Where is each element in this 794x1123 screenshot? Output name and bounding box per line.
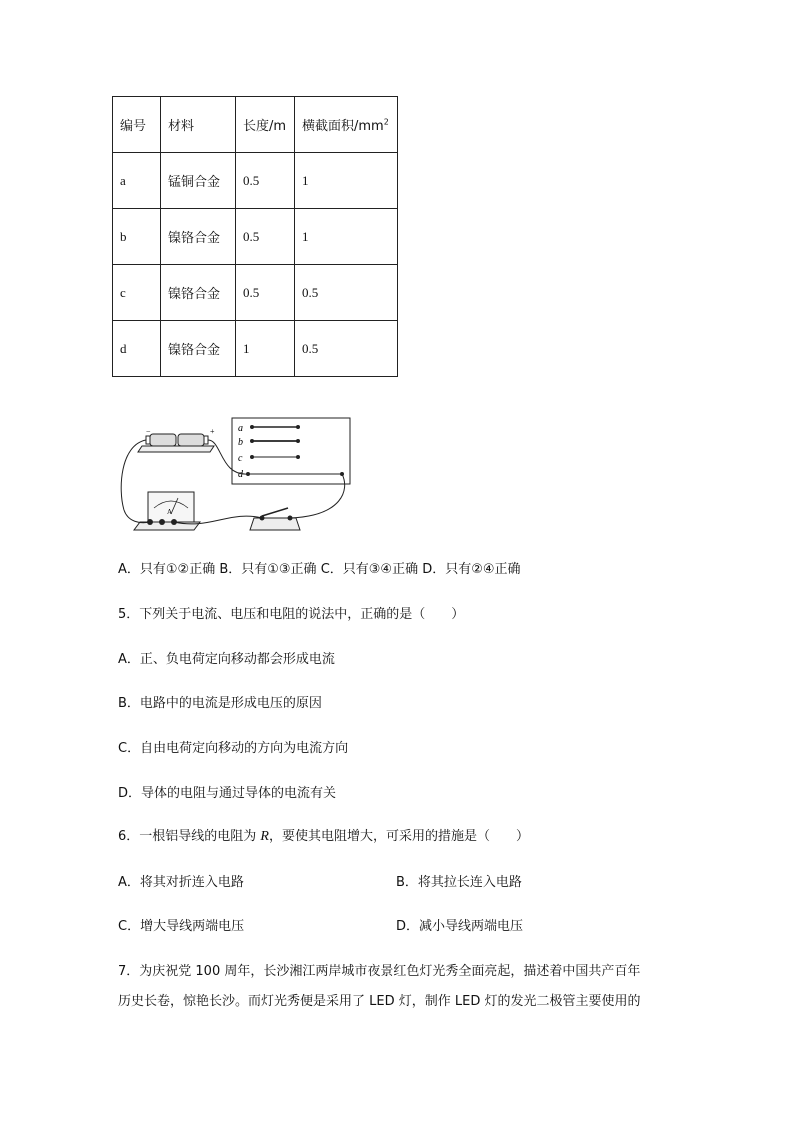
positive-terminal-label: + (210, 427, 215, 436)
wire-label-d: d (238, 469, 243, 480)
q6-option-b: B．将其拉长连入电路 (396, 875, 522, 890)
table-cell: 1 (295, 209, 398, 265)
table-cell: 1 (295, 153, 398, 209)
table-header-cell (295, 97, 398, 153)
table-cell: 镍铬合金 (161, 265, 236, 321)
circuit-diagram (110, 410, 360, 540)
table-header-row (113, 97, 398, 153)
q7-line-1: 7．为庆祝党 100 周年，长沙湘江两岸城市夜景红色灯光秀全面亮起，描述着中国共产百年 (118, 964, 641, 979)
q5-option-d: D．导体的电阻与通过导体的电流有关 (118, 786, 337, 801)
resistance-wire-table (112, 96, 398, 377)
wire-label-b: b (238, 437, 243, 448)
q6-stem-pre: 6．一根铝导线的电阻为 (118, 829, 261, 844)
table-header-text: 横截面积/mm (302, 119, 384, 134)
q6-stem (118, 825, 529, 845)
table-row (113, 321, 398, 377)
q6-variable: R (260, 829, 269, 844)
table-cell: 镍铬合金 (161, 209, 236, 265)
table-cell: d (113, 321, 161, 377)
switch (250, 508, 300, 530)
battery-holder (138, 427, 215, 452)
q5-option-c: C．自由电荷定向移动的方向为电流方向 (118, 741, 349, 756)
q6-stem-post: ，要使其电阻增大，可采用的措施是（ ） (268, 829, 529, 844)
table-cell: c (113, 265, 161, 321)
wire-board (232, 418, 350, 484)
ammeter-label: A (167, 508, 173, 516)
q5-option-b: B．电路中的电流是形成电压的原因 (118, 696, 322, 711)
q4-options: A．只有①②正确 B．只有①③正确 C．只有③④正确 D．只有②④正确 (118, 562, 521, 577)
q5-option-a: A．正、负电荷定向移动都会形成电流 (118, 652, 335, 667)
q5-stem: 5．下列关于电流、电压和电阻的说法中，正确的是（ ） (118, 607, 465, 622)
table-header-cell: 编号 (113, 97, 161, 153)
table-cell: 1 (236, 321, 295, 377)
table-row (113, 209, 398, 265)
table-cell: 0.5 (295, 321, 398, 377)
table-cell: b (113, 209, 161, 265)
table-cell: a (113, 153, 161, 209)
table-cell: 0.5 (236, 209, 295, 265)
superscript: 2 (383, 117, 389, 127)
q7-line-2: 历史长卷，惊艳长沙。而灯光秀便是采用了 LED 灯，制作 LED 灯的发光二极管主要使用的 (118, 994, 641, 1009)
table-row (113, 265, 398, 321)
table-cell: 0.5 (236, 265, 295, 321)
table-cell: 锰铜合金 (161, 153, 236, 209)
table-header-cell: 长度/m (236, 97, 295, 153)
table-header-cell: 材料 (161, 97, 236, 153)
wire-label-a: a (238, 423, 243, 434)
negative-terminal-label: − (146, 427, 151, 436)
table-cell: 镍铬合金 (161, 321, 236, 377)
q6-option-d: D．减小导线两端电压 (396, 919, 524, 934)
wire-label-c: c (238, 453, 243, 464)
table-cell: 0.5 (295, 265, 398, 321)
q6-option-a: A．将其对折连入电路 (118, 875, 244, 890)
table-row (113, 153, 398, 209)
table-cell: 0.5 (236, 153, 295, 209)
q6-option-c: C．增大导线两端电压 (118, 919, 245, 934)
